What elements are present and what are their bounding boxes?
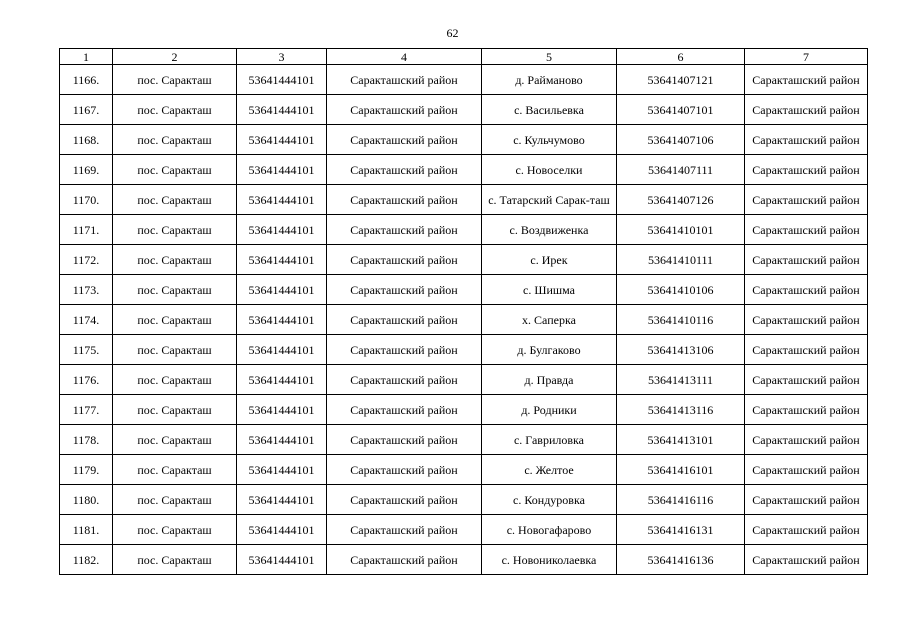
settlement-code-cell: 53641444101 xyxy=(237,485,327,515)
district-name-cell: Саракташский район xyxy=(327,335,482,365)
page-number: 62 xyxy=(446,26,459,40)
settlement-name-cell: пос. Саракташ xyxy=(113,275,237,305)
locality-code-cell: 53641410101 xyxy=(617,215,745,245)
row-number-cell: 1181. xyxy=(60,515,113,545)
locality-district-cell: Саракташский район xyxy=(745,455,868,485)
settlement-name-cell: пос. Саракташ xyxy=(113,155,237,185)
settlement-name-cell: пос. Саракташ xyxy=(113,545,237,575)
locality-district-cell: Саракташский район xyxy=(745,485,868,515)
district-name-cell: Саракташский район xyxy=(327,185,482,215)
locality-name-cell: с. Кондуровка xyxy=(482,485,617,515)
settlement-code-cell: 53641444101 xyxy=(237,245,327,275)
district-name-cell: Саракташский район xyxy=(327,395,482,425)
locality-district-cell: Саракташский район xyxy=(745,215,868,245)
column-header: 4 xyxy=(327,49,482,65)
district-name-cell: Саракташский район xyxy=(327,275,482,305)
locality-district-cell: Саракташский район xyxy=(745,545,868,575)
locality-code-cell: 53641407101 xyxy=(617,95,745,125)
table-row xyxy=(60,155,868,185)
locality-code-cell: 53641407106 xyxy=(617,125,745,155)
settlement-name-cell: пос. Саракташ xyxy=(113,455,237,485)
settlement-code-cell: 53641444101 xyxy=(237,395,327,425)
table-row xyxy=(60,275,868,305)
district-name-cell: Саракташский район xyxy=(327,455,482,485)
district-name-cell: Саракташский район xyxy=(327,215,482,245)
column-header: 6 xyxy=(617,49,745,65)
locality-name-cell: д. Райманово xyxy=(482,65,617,95)
table-row xyxy=(60,215,868,245)
column-header: 3 xyxy=(237,49,327,65)
row-number-cell: 1166. xyxy=(60,65,113,95)
row-number-cell: 1172. xyxy=(60,245,113,275)
row-number-cell: 1179. xyxy=(60,455,113,485)
locality-name-cell: с. Ирек xyxy=(482,245,617,275)
table-row xyxy=(60,65,868,95)
table-row xyxy=(60,455,868,485)
settlement-name-cell: пос. Саракташ xyxy=(113,245,237,275)
locality-district-cell: Саракташский район xyxy=(745,185,868,215)
row-number-cell: 1170. xyxy=(60,185,113,215)
settlement-code-cell: 53641444101 xyxy=(237,365,327,395)
locality-district-cell: Саракташский район xyxy=(745,305,868,335)
locality-name-cell: с. Новогафарово xyxy=(482,515,617,545)
table-row xyxy=(60,305,868,335)
locality-code-cell: 53641407121 xyxy=(617,65,745,95)
table-row xyxy=(60,125,868,155)
settlement-code-cell: 53641444101 xyxy=(237,545,327,575)
locality-name-cell: с. Шишма xyxy=(482,275,617,305)
locality-code-cell: 53641407111 xyxy=(617,155,745,185)
locality-name-cell: д. Булгаково xyxy=(482,335,617,365)
locality-district-cell: Саракташский район xyxy=(745,335,868,365)
row-number-cell: 1171. xyxy=(60,215,113,245)
locality-name-cell: с. Татарский Сарак-таш xyxy=(482,185,617,215)
table-row xyxy=(60,395,868,425)
locality-code-cell: 53641410116 xyxy=(617,305,745,335)
settlement-code-cell: 53641444101 xyxy=(237,515,327,545)
row-number-cell: 1178. xyxy=(60,425,113,455)
row-number-cell: 1169. xyxy=(60,155,113,185)
settlement-code-cell: 53641444101 xyxy=(237,215,327,245)
table-row xyxy=(60,245,868,275)
settlement-code-cell: 53641444101 xyxy=(237,125,327,155)
column-header: 2 xyxy=(113,49,237,65)
locality-code-cell: 53641413106 xyxy=(617,335,745,365)
table-row xyxy=(60,425,868,455)
district-name-cell: Саракташский район xyxy=(327,425,482,455)
row-number-cell: 1174. xyxy=(60,305,113,335)
district-name-cell: Саракташский район xyxy=(327,245,482,275)
locality-district-cell: Саракташский район xyxy=(745,395,868,425)
settlement-name-cell: пос. Саракташ xyxy=(113,95,237,125)
locality-district-cell: Саракташский район xyxy=(745,95,868,125)
header-row xyxy=(60,49,868,65)
settlement-name-cell: пос. Саракташ xyxy=(113,515,237,545)
locality-name-cell: с. Новониколаевка xyxy=(482,545,617,575)
locality-district-cell: Саракташский район xyxy=(745,365,868,395)
settlement-code-cell: 53641444101 xyxy=(237,155,327,185)
locality-code-cell: 53641410111 xyxy=(617,245,745,275)
table-row xyxy=(60,95,868,125)
settlement-code-cell: 53641444101 xyxy=(237,455,327,485)
column-header: 5 xyxy=(482,49,617,65)
district-name-cell: Саракташский район xyxy=(327,485,482,515)
locality-code-cell: 53641416101 xyxy=(617,455,745,485)
locality-code-cell: 53641416116 xyxy=(617,485,745,515)
column-header: 7 xyxy=(745,49,868,65)
district-name-cell: Саракташский район xyxy=(327,95,482,125)
table-row xyxy=(60,515,868,545)
settlement-name-cell: пос. Саракташ xyxy=(113,425,237,455)
settlement-name-cell: пос. Саракташ xyxy=(113,305,237,335)
table-row xyxy=(60,485,868,515)
district-name-cell: Саракташский район xyxy=(327,155,482,185)
locality-district-cell: Саракташский район xyxy=(745,65,868,95)
table-body xyxy=(60,65,868,575)
settlement-name-cell: пос. Саракташ xyxy=(113,395,237,425)
settlement-name-cell: пос. Саракташ xyxy=(113,215,237,245)
district-name-cell: Саракташский район xyxy=(327,65,482,95)
settlement-code-cell: 53641444101 xyxy=(237,275,327,305)
settlement-name-cell: пос. Саракташ xyxy=(113,365,237,395)
row-number-cell: 1175. xyxy=(60,335,113,365)
settlement-name-cell: пос. Саракташ xyxy=(113,185,237,215)
table-row xyxy=(60,185,868,215)
settlement-code-cell: 53641444101 xyxy=(237,95,327,125)
district-name-cell: Саракташский район xyxy=(327,365,482,395)
row-number-cell: 1167. xyxy=(60,95,113,125)
settlement-code-cell: 53641444101 xyxy=(237,65,327,95)
locality-district-cell: Саракташский район xyxy=(745,125,868,155)
locality-code-cell: 53641416136 xyxy=(617,545,745,575)
locality-name-cell: д. Родники xyxy=(482,395,617,425)
locality-code-cell: 53641413116 xyxy=(617,395,745,425)
locality-code-cell: 53641413111 xyxy=(617,365,745,395)
row-number-cell: 1180. xyxy=(60,485,113,515)
settlement-name-cell: пос. Саракташ xyxy=(113,335,237,365)
district-name-cell: Саракташский район xyxy=(327,545,482,575)
settlement-code-cell: 53641444101 xyxy=(237,335,327,365)
locality-name-cell: с. Гавриловка xyxy=(482,425,617,455)
table-row xyxy=(60,335,868,365)
locality-code-cell: 53641416131 xyxy=(617,515,745,545)
district-name-cell: Саракташский район xyxy=(327,305,482,335)
settlement-name-cell: пос. Саракташ xyxy=(113,65,237,95)
district-name-cell: Саракташский район xyxy=(327,125,482,155)
locality-district-cell: Саракташский район xyxy=(745,155,868,185)
settlement-code-cell: 53641444101 xyxy=(237,185,327,215)
settlement-code-cell: 53641444101 xyxy=(237,305,327,335)
settlement-code-cell: 53641444101 xyxy=(237,425,327,455)
locality-code-cell: 53641410106 xyxy=(617,275,745,305)
locality-name-cell: с. Воздвиженка xyxy=(482,215,617,245)
row-number-cell: 1182. xyxy=(60,545,113,575)
data-table xyxy=(59,48,868,575)
locality-name-cell: х. Саперка xyxy=(482,305,617,335)
locality-district-cell: Саракташский район xyxy=(745,245,868,275)
row-number-cell: 1173. xyxy=(60,275,113,305)
locality-name-cell: д. Правда xyxy=(482,365,617,395)
district-name-cell: Саракташский район xyxy=(327,515,482,545)
locality-name-cell: с. Новоселки xyxy=(482,155,617,185)
settlement-name-cell: пос. Саракташ xyxy=(113,485,237,515)
locality-name-cell: с. Кульчумово xyxy=(482,125,617,155)
table-row xyxy=(60,545,868,575)
locality-code-cell: 53641407126 xyxy=(617,185,745,215)
row-number-cell: 1168. xyxy=(60,125,113,155)
row-number-cell: 1176. xyxy=(60,365,113,395)
locality-name-cell: с. Желтое xyxy=(482,455,617,485)
settlement-name-cell: пос. Саракташ xyxy=(113,125,237,155)
locality-district-cell: Саракташский район xyxy=(745,515,868,545)
table-row xyxy=(60,365,868,395)
locality-district-cell: Саракташский район xyxy=(745,275,868,305)
locality-name-cell: с. Васильевка xyxy=(482,95,617,125)
locality-district-cell: Саракташский район xyxy=(745,425,868,455)
column-header: 1 xyxy=(60,49,113,65)
locality-code-cell: 53641413101 xyxy=(617,425,745,455)
row-number-cell: 1177. xyxy=(60,395,113,425)
